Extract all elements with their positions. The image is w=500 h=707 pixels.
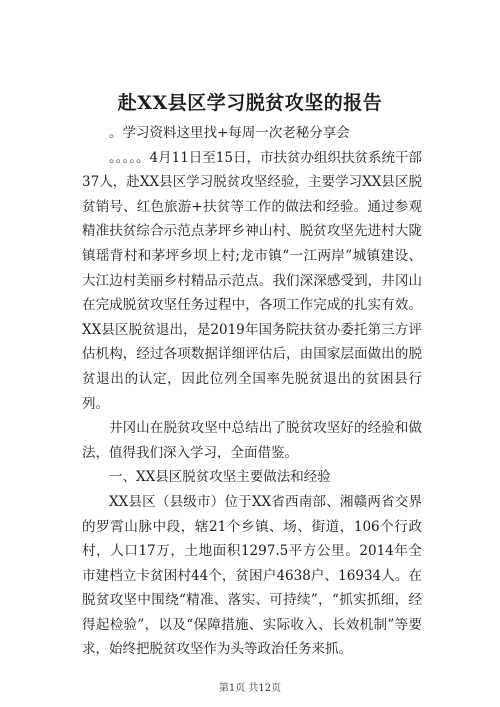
paragraph-overview: XX县区（县级市）位于XX省西南部、湘赣两省交界的罗霄山脉中段，辖21个乡镇、场、街道，106个行政村，人口17万，土地面积1297.5平方公里。2014年全市建档立卡贫困村44个，贫困户4638户、16934人。在脱贫攻坚中围绕“精准、落实、可持续”，“抓实抓细，经得起检验”，以及“保障措施、实际收入、长效机制”等要求，始终把脱贫攻坚作为头等政治任务来抓。 — [82, 493, 422, 658]
paragraph-intro: 。。。。。4月11日至15日，市扶贫办组织扶贫系统干部37人，赴XX县区学习脱贫攻坚经验，主要学习XX县区脱贫销号、红色旅游+扶贫等工作的做法和经验。通过参观精准扶贫综合示范点茅坪乡神山村、脱贫攻坚先进村大陇镇瑶背村和茅坪乡坝上村;龙市镇“一江两岸”城镇建设、大江边村美丽乡村精品示范点。我们深深感受到，井冈山在完成脱贫攻坚任务过程中，各项工作完成的扎实有效。XX县区脱贫退出，是2019年国务院扶贫办委托第三方评估机构，经过各项数据详细评估后，由国家层面做出的脱贫退出的认定，因此位列全国率先脱贫退出的贫困县行列。 — [82, 149, 422, 412]
document-title: 赴XX县区学习脱贫攻坚的报告 — [117, 92, 383, 114]
paragraph-notice: 。学习资料这里找+每周一次老秘分享会 — [109, 125, 350, 141]
page-footer: 第1页 共12页 — [218, 683, 282, 694]
document-body — [82, 121, 422, 662]
section-heading: 一、XX县区脱贫攻坚主要做法和经验 — [109, 469, 331, 486]
paragraph-summary: 井冈山在脱贫攻坚中总结出了脱贫攻坚好的经验和做法，值得我们深入学习，全面借鉴。 — [82, 420, 422, 461]
